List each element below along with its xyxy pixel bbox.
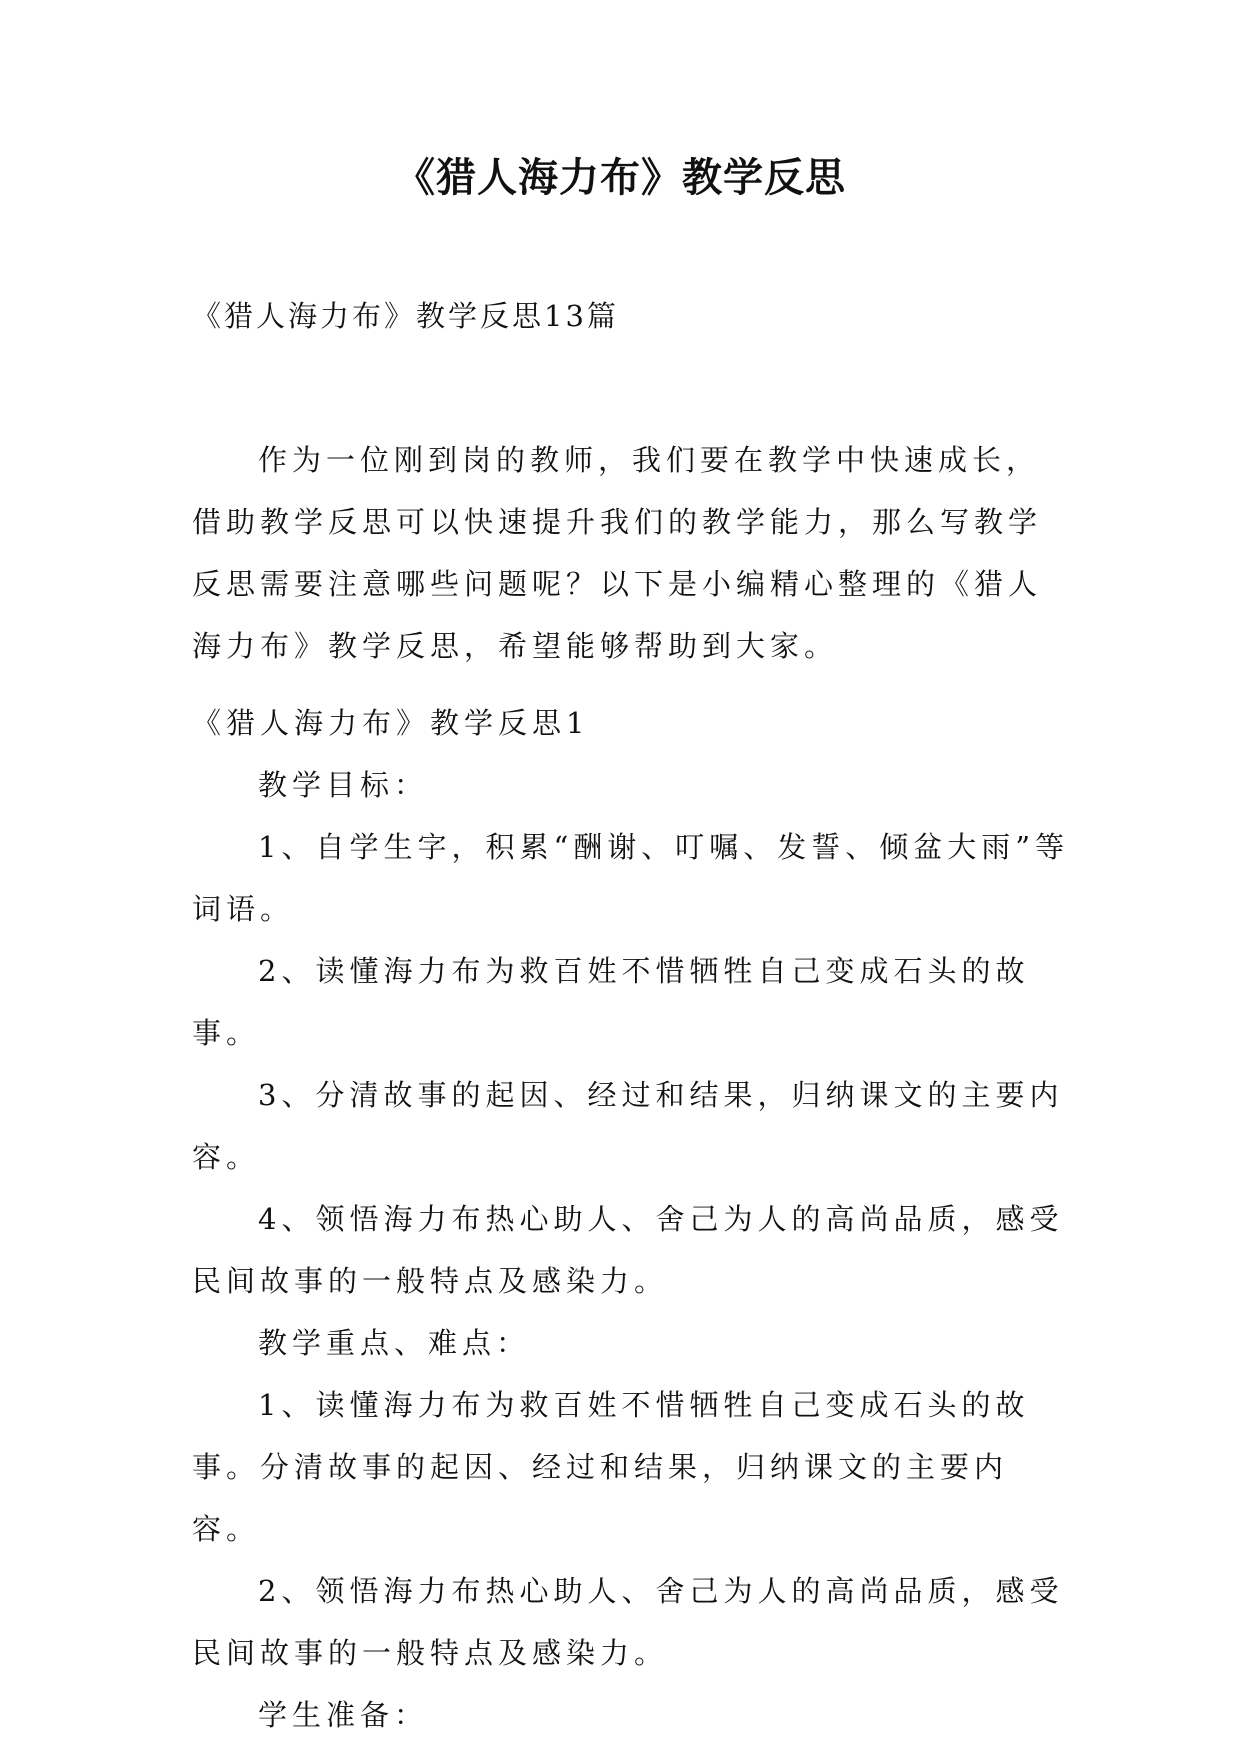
body-paragraph: 教学目标：: [258, 768, 429, 802]
body-paragraph: 4、领悟海力布热心助人、舍己为人的高尚品质，感受民间故事的一般特点及感染力。: [192, 1202, 1064, 1298]
intro-paragraph: 作为一位刚到岗的教师，我们要在教学中快速成长，借助教学反思可以快速提升我们的教学能力，那么写教学反思需要注意哪些问题呢？以下是小编精心整理的《猎人海力布》教学反思，希望能够帮助到大家。: [192, 443, 1043, 663]
body-paragraph: 3、分清故事的起因、经过和结果，归纳课文的主要内容。: [192, 1078, 1064, 1174]
section-heading: 《猎人海力布》教学反思1: [192, 706, 590, 740]
document-title: 《猎人海力布》教学反思: [395, 155, 846, 201]
body-paragraph: 1、读懂海力布为救百姓不惜牺牲自己变成石头的故事。分清故事的起因、经过和结果，归纳课文的主要内容。: [192, 1388, 1030, 1546]
body-paragraph: 2、领悟海力布热心助人、舍己为人的高尚品质，感受民间故事的一般特点及感染力。: [192, 1574, 1064, 1670]
body-paragraph: 2、读懂海力布为救百姓不惜牺牲自己变成石头的故事。: [192, 954, 1030, 1050]
document-subtitle: 《猎人海力布》教学反思13篇: [192, 299, 619, 333]
section-body: [192, 692, 1072, 1746]
body-paragraph: 教学重点、难点：: [258, 1326, 531, 1360]
body-paragraph: 1、自学生字，积累“酬谢、叮嘱、发誓、倾盆大雨”等词语。: [192, 830, 1070, 926]
body-paragraph: 学生准备：: [258, 1698, 429, 1732]
